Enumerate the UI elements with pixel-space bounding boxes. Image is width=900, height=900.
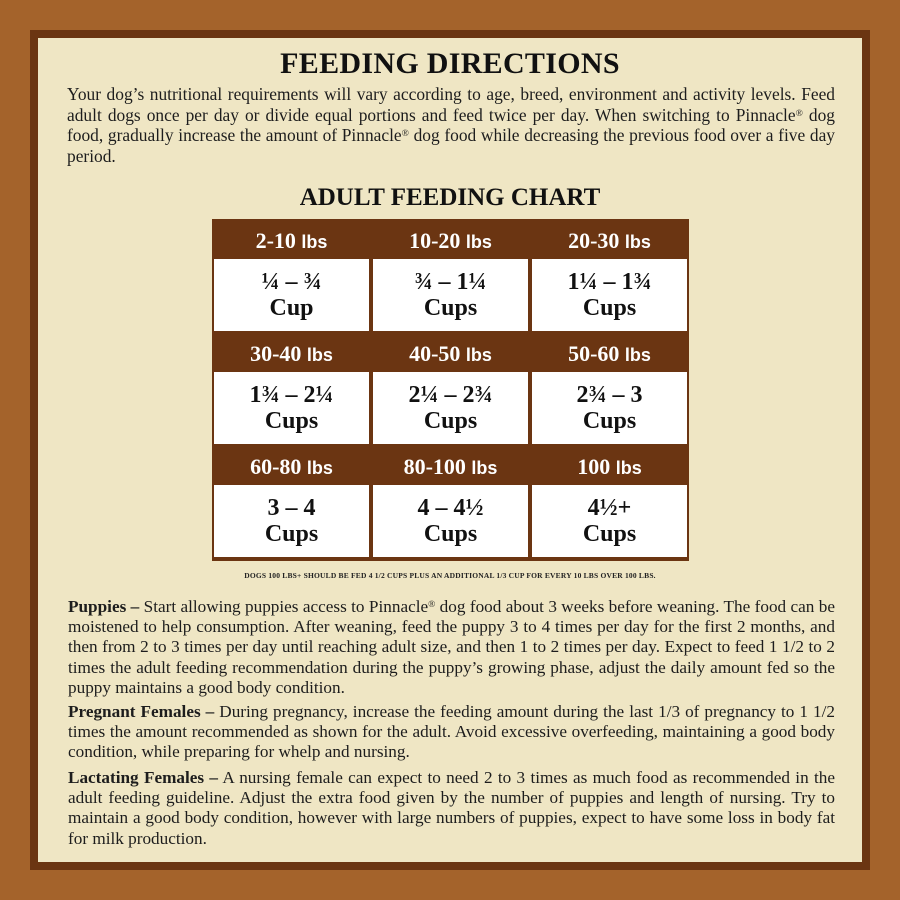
weight-header [373, 221, 528, 257]
weight-range: 100 [577, 454, 611, 479]
cup-amount: 1¼ – 1¾ [567, 269, 652, 295]
weight-header [214, 447, 369, 483]
cup-unit: Cups [423, 295, 478, 321]
weight-unit: lbs [615, 458, 642, 478]
weight-unit: lbs [301, 232, 328, 252]
pregnant-females-text: During pregnancy, increase the feeding amount during the last 1/3 of pregnancy to 1 1/2 times the amount recommended as shown for the adult. Avoid excessive overfeeding, maintaining a good body condition, while preparing for whelp and nursing. [68, 702, 836, 762]
lactating-females-text: A nursing female can expect to need 2 to 3 times as much food as recommended in the adult feeding guideline. Adjust the extra food given by the number of puppies and length of nursing. Try to maintain a good body condition, however with large numbers of puppies, expect to have some loss in body fat for milk production. [68, 768, 835, 848]
cup-unit: Cups [264, 408, 319, 434]
weight-range: 80-100 [403, 454, 466, 479]
weight-range: 30-40 [250, 341, 302, 366]
cup-amount: 3 – 4 [267, 495, 316, 521]
cup-unit: Cups [264, 521, 319, 547]
chart-footnote: DOGS 100 LBS+ SHOULD BE FED 4 1/2 CUPS PLUS AN ADDITIONAL 1/3 CUP FOR EVERY 10 LBS OVER 100 LBS. [244, 571, 656, 580]
puppies-section [68, 597, 835, 698]
weight-header [532, 447, 687, 483]
weight-unit: lbs [624, 345, 651, 365]
weight-range: 40-50 [409, 341, 461, 366]
intro-text-3: dog food while decreasing the previous food over a five day period. [67, 125, 835, 166]
weight-header [532, 334, 687, 370]
cup-unit: Cup [269, 295, 314, 321]
cup-unit: Cups [582, 295, 637, 321]
lactating-females-section [68, 768, 835, 849]
cup-amount: ¼ – ¾ [261, 269, 322, 295]
amount-cell [532, 372, 687, 444]
pregnant-females-label: Pregnant Females – [68, 702, 215, 721]
amount-cell [532, 259, 687, 331]
intro-paragraph [67, 84, 835, 166]
puppies-text-1: Start allowing puppies access to Pinnacle [139, 597, 429, 616]
weight-unit: lbs [471, 458, 498, 478]
intro-text-2: dog food, gradually increase the amount of Pinnacle [67, 104, 835, 145]
cup-unit: Cups [582, 521, 637, 547]
cup-amount: 4½+ [587, 495, 632, 521]
weight-range: 50-60 [568, 341, 620, 366]
amount-cell [214, 485, 369, 557]
cup-amount: 1¾ – 2¼ [249, 382, 334, 408]
registered-mark: ® [428, 599, 436, 610]
amount-cell [532, 485, 687, 557]
puppies-label: Puppies – [68, 597, 140, 616]
lactating-females-label: Lactating Females – [68, 768, 219, 787]
feeding-chart-table [212, 219, 689, 561]
weight-unit: lbs [465, 232, 492, 252]
amount-cell [214, 372, 369, 444]
cup-amount: 2¼ – 2¾ [408, 382, 493, 408]
weight-unit: lbs [306, 458, 333, 478]
weight-header [373, 334, 528, 370]
cup-unit: Cups [423, 408, 478, 434]
cup-unit: Cups [582, 408, 637, 434]
amount-cell [214, 259, 369, 331]
registered-mark: ® [795, 107, 803, 119]
amount-cell [373, 485, 528, 557]
puppies-text-2: dog food about 3 weeks before weaning. The food can be moistened to help consumption. After weaning, feed the puppy 3 to 4 times per day for the first 2 months, and then from 2 to 3 times per day until reaching adult size, and then 1 to 2 times per day. Expect to feed 1 1/2 to 2 times the adult feeding recommendation during the puppy’s growing phase, adjust the daily amount fed so the puppy maintains a good body condition. [68, 597, 835, 697]
weight-range: 60-80 [250, 454, 302, 479]
pregnant-females-section [68, 702, 835, 763]
weight-range: 20-30 [568, 228, 620, 253]
weight-header [373, 447, 528, 483]
cup-amount: ¾ – 1¼ [414, 269, 487, 295]
cup-amount: 4 – 4½ [417, 495, 484, 521]
cup-amount: 2¾ – 3 [576, 382, 643, 408]
registered-mark: ® [401, 127, 409, 139]
weight-range: 10-20 [409, 228, 461, 253]
weight-header [214, 334, 369, 370]
amount-cell [373, 372, 528, 444]
weight-header [214, 221, 369, 257]
weight-unit: lbs [624, 232, 651, 252]
page-title: FEEDING DIRECTIONS [280, 47, 620, 80]
weight-range: 2-10 [255, 228, 296, 253]
cup-unit: Cups [423, 521, 478, 547]
intro-text-1: Your dog’s nutritional requirements will vary according to age, breed, environment and activity levels. Feed adult dogs once per day or divide equal portions and feed twice per day. When switching to Pinnacle [67, 84, 835, 125]
weight-unit: lbs [306, 345, 333, 365]
amount-cell [373, 259, 528, 331]
weight-header [532, 221, 687, 257]
weight-unit: lbs [465, 345, 492, 365]
chart-title: ADULT FEEDING CHART [299, 184, 601, 211]
